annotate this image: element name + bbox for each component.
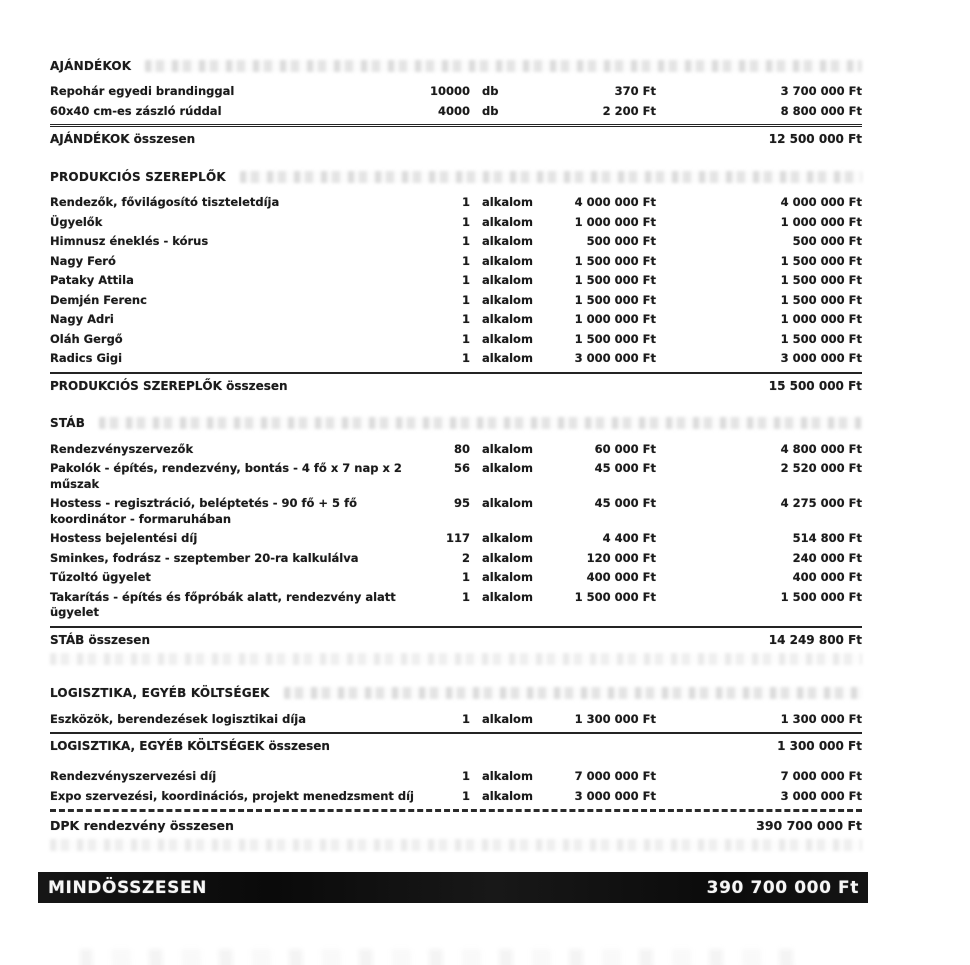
item-total: 1 300 000 Ft: [780, 711, 862, 726]
item-unit: alkalom: [482, 531, 533, 545]
table-row: [50, 588, 862, 623]
scan-smudge: [284, 687, 862, 699]
section-extra-rows: [50, 767, 862, 806]
item-unit-price: 1 500 000 Ft: [574, 589, 656, 604]
item-unit-price: 1 000 000 Ft: [574, 214, 656, 229]
item-unit-price: 7 000 000 Ft: [574, 769, 656, 783]
item-unit: alkalom: [482, 292, 533, 307]
item-description: Pakolók - építés, rendezvény, bontás - 4 fő x 7 nap x 2 műszak: [50, 461, 402, 491]
item-total: 2 520 000 Ft: [780, 461, 862, 475]
spacer: [50, 755, 862, 767]
item-unit: alkalom: [482, 570, 533, 584]
scan-smudge: [80, 949, 802, 965]
subtotal-row: [50, 628, 862, 649]
item-unit-price: 2 200 Ft: [602, 103, 656, 118]
item-description: Takarítás - építés és főpróbák alatt, rendezvény alatt ügyelet: [50, 589, 396, 619]
item-quantity: 1: [461, 292, 470, 307]
item-unit-price: 1 300 000 Ft: [574, 711, 656, 726]
item-unit: alkalom: [482, 441, 533, 456]
item-total: 1 000 000 Ft: [780, 312, 862, 326]
item-unit-price: 45 000 Ft: [594, 461, 656, 475]
item-unit-price: 1 500 000 Ft: [574, 253, 656, 268]
item-unit: alkalom: [482, 788, 533, 803]
item-description: Hostess - regisztráció, beléptetés - 90 fő + 5 fő koordinátor - formaruhában: [50, 496, 357, 526]
dpk-total-row: [50, 812, 862, 835]
item-unit: alkalom: [482, 711, 533, 726]
item-quantity: 1: [461, 253, 470, 268]
item-description: Radics Gigi: [50, 351, 123, 365]
item-description: Sminkes, fodrász - szeptember 20-ra kalkulálva: [50, 550, 359, 565]
grand-total-amount: 390 700 000 Ft: [706, 877, 859, 898]
scan-smudge: [240, 171, 862, 183]
section-title: STÁB: [50, 416, 86, 430]
subtotal-row: [50, 127, 862, 148]
scan-smudge: [50, 653, 862, 665]
dpk-total-label: DPK rendezvény összesen: [50, 818, 234, 833]
item-unit-price: 120 000 Ft: [586, 550, 656, 565]
item-total: 240 000 Ft: [792, 550, 862, 565]
item-unit-price: 1 500 000 Ft: [574, 273, 656, 287]
grand-total-label: MINDÖSSZESEN: [48, 877, 207, 898]
section-ajandekok: [50, 58, 862, 148]
item-total: 1 500 000 Ft: [780, 331, 862, 346]
item-unit-price: 45 000 Ft: [594, 496, 656, 510]
item-unit: alkalom: [482, 273, 533, 287]
item-description: Rendezvényszervezési díj: [50, 769, 217, 783]
table-row: [50, 232, 862, 252]
item-quantity: 2: [461, 550, 470, 565]
section-produkcios-szereplok: [50, 169, 862, 395]
item-quantity: 10000: [429, 84, 470, 98]
item-quantity: 80: [453, 441, 470, 456]
subtotal-label: PRODUKCIÓS SZEREPLŐK összesen: [50, 378, 288, 393]
table-row: [50, 330, 862, 350]
item-description: Ügyelők: [50, 214, 103, 229]
item-unit-price: 500 000 Ft: [586, 234, 656, 248]
item-unit: alkalom: [482, 234, 533, 248]
item-quantity: 1: [461, 312, 470, 326]
item-unit: alkalom: [482, 589, 533, 604]
item-description: Rendezők, fővilágosító tiszteletdíja: [50, 195, 280, 209]
item-unit: alkalom: [482, 769, 533, 783]
section-header-row: [50, 169, 862, 184]
table-row: [50, 529, 862, 549]
section-stab: [50, 416, 862, 665]
item-unit-price: 4 000 000 Ft: [574, 195, 656, 209]
item-unit-price: 1 500 000 Ft: [574, 331, 656, 346]
item-description: Eszközök, berendezések logisztikai díja: [50, 711, 306, 726]
table-row: [50, 349, 862, 369]
item-quantity: 1: [461, 788, 470, 803]
item-quantity: 1: [461, 589, 470, 604]
item-quantity: 117: [445, 531, 470, 545]
scanned-budget-document: [50, 58, 862, 903]
item-description: Nagy Feró: [50, 253, 116, 268]
subtotal-amount: 15 500 000 Ft: [768, 378, 862, 393]
item-description: Oláh Gergő: [50, 331, 123, 346]
item-unit: alkalom: [482, 496, 533, 510]
item-unit-price: 370 Ft: [614, 84, 656, 98]
item-quantity: 1: [461, 234, 470, 248]
table-row: [50, 568, 862, 588]
item-quantity: 1: [461, 214, 470, 229]
item-total: 500 000 Ft: [792, 234, 862, 248]
item-quantity: 4000: [437, 103, 470, 118]
item-total: 1 500 000 Ft: [780, 589, 862, 604]
item-unit: db: [482, 84, 499, 98]
item-description: Pataky Attila: [50, 273, 134, 287]
item-total: 3 000 000 Ft: [780, 788, 862, 803]
table-row: [50, 213, 862, 233]
section-title: AJÁNDÉKOK: [50, 58, 132, 73]
item-unit-price: 60 000 Ft: [594, 441, 656, 456]
section-title: PRODUKCIÓS SZEREPLŐK: [50, 169, 226, 184]
subtotal-label: LOGISZTIKA, EGYÉB KÖLTSÉGEK összesen: [50, 739, 330, 753]
item-quantity: 1: [461, 195, 470, 209]
item-description: Tűzoltó ügyelet: [50, 570, 151, 584]
item-unit-price: 400 000 Ft: [586, 570, 656, 584]
scan-smudge: [145, 60, 862, 72]
item-total: 3 700 000 Ft: [780, 84, 862, 98]
item-quantity: 1: [461, 769, 470, 783]
section-header-row: [50, 416, 862, 431]
section-header-row: [50, 58, 862, 73]
item-total: 514 800 Ft: [792, 531, 862, 545]
item-quantity: 1: [461, 570, 470, 584]
item-total: 4 275 000 Ft: [780, 496, 862, 510]
item-quantity: 56: [453, 461, 470, 475]
table-row: [50, 494, 862, 529]
table-row: [50, 271, 862, 291]
dpk-total-amount: 390 700 000 Ft: [756, 818, 862, 833]
item-unit: db: [482, 103, 499, 118]
subtotal-amount: 12 500 000 Ft: [768, 132, 862, 146]
item-description: Expo szervezési, koordinációs, projekt menedzsment díj: [50, 788, 414, 803]
item-quantity: 1: [461, 711, 470, 726]
subtotal-amount: 14 249 800 Ft: [768, 632, 862, 647]
item-total: 1 500 000 Ft: [780, 253, 862, 268]
table-row: [50, 710, 862, 730]
section-logisztika: [50, 686, 862, 852]
table-row: [50, 310, 862, 330]
item-unit-price: 4 400 Ft: [602, 531, 656, 545]
item-quantity: 95: [453, 496, 470, 510]
subtotal-label: STÁB összesen: [50, 632, 150, 647]
item-unit: alkalom: [482, 312, 533, 326]
item-unit: alkalom: [482, 331, 533, 346]
section-rows: [50, 82, 862, 121]
item-description: Himnusz éneklés - kórus: [50, 234, 209, 248]
scan-smudge: [50, 839, 862, 851]
section-rows: [50, 710, 862, 730]
item-total: 400 000 Ft: [792, 570, 862, 584]
item-description: Nagy Adri: [50, 312, 114, 326]
item-unit: alkalom: [482, 253, 533, 268]
item-total: 1 500 000 Ft: [780, 292, 862, 307]
item-description: Demjén Ferenc: [50, 292, 147, 307]
item-total: 7 000 000 Ft: [780, 769, 862, 783]
subtotal-label: AJÁNDÉKOK összesen: [50, 132, 196, 146]
item-unit-price: 3 000 000 Ft: [574, 788, 656, 803]
table-row: [50, 291, 862, 311]
grand-total-bar: [38, 872, 868, 903]
subtotal-amount: 1 300 000 Ft: [777, 739, 862, 753]
section-header-row: [50, 686, 862, 701]
item-unit-price: 3 000 000 Ft: [574, 351, 656, 365]
item-total: 3 000 000 Ft: [780, 351, 862, 365]
item-quantity: 1: [461, 273, 470, 287]
item-unit: alkalom: [482, 195, 533, 209]
table-row: [50, 193, 862, 213]
item-description: 60x40 cm-es zászló rúddal: [50, 103, 222, 118]
item-total: 1 000 000 Ft: [780, 214, 862, 229]
item-unit-price: 1 500 000 Ft: [574, 292, 656, 307]
item-unit-price: 1 000 000 Ft: [574, 312, 656, 326]
table-row: [50, 440, 862, 460]
item-unit: alkalom: [482, 550, 533, 565]
subtotal-row: [50, 734, 862, 755]
subtotal-row: [50, 374, 862, 395]
section-rows: [50, 193, 862, 369]
item-description: Hostess bejelentési díj: [50, 531, 198, 545]
item-unit: alkalom: [482, 214, 533, 229]
table-row: [50, 459, 862, 494]
item-quantity: 1: [461, 331, 470, 346]
item-total: 1 500 000 Ft: [780, 273, 862, 287]
table-row: [50, 549, 862, 569]
item-unit: alkalom: [482, 461, 533, 475]
table-row: [50, 787, 862, 807]
table-row: [50, 102, 862, 122]
item-quantity: 1: [461, 351, 470, 365]
item-description: Repohár egyedi brandinggal: [50, 84, 235, 98]
item-unit: alkalom: [482, 351, 533, 365]
table-row: [50, 252, 862, 272]
item-description: Rendezvényszervezők: [50, 441, 194, 456]
item-total: 4 000 000 Ft: [780, 195, 862, 209]
section-rows: [50, 440, 862, 623]
table-row: [50, 82, 862, 102]
scan-smudge: [99, 417, 862, 429]
table-row: [50, 767, 862, 787]
item-total: 4 800 000 Ft: [780, 441, 862, 456]
item-total: 8 800 000 Ft: [780, 103, 862, 118]
section-title: LOGISZTIKA, EGYÉB KÖLTSÉGEK: [50, 686, 270, 700]
